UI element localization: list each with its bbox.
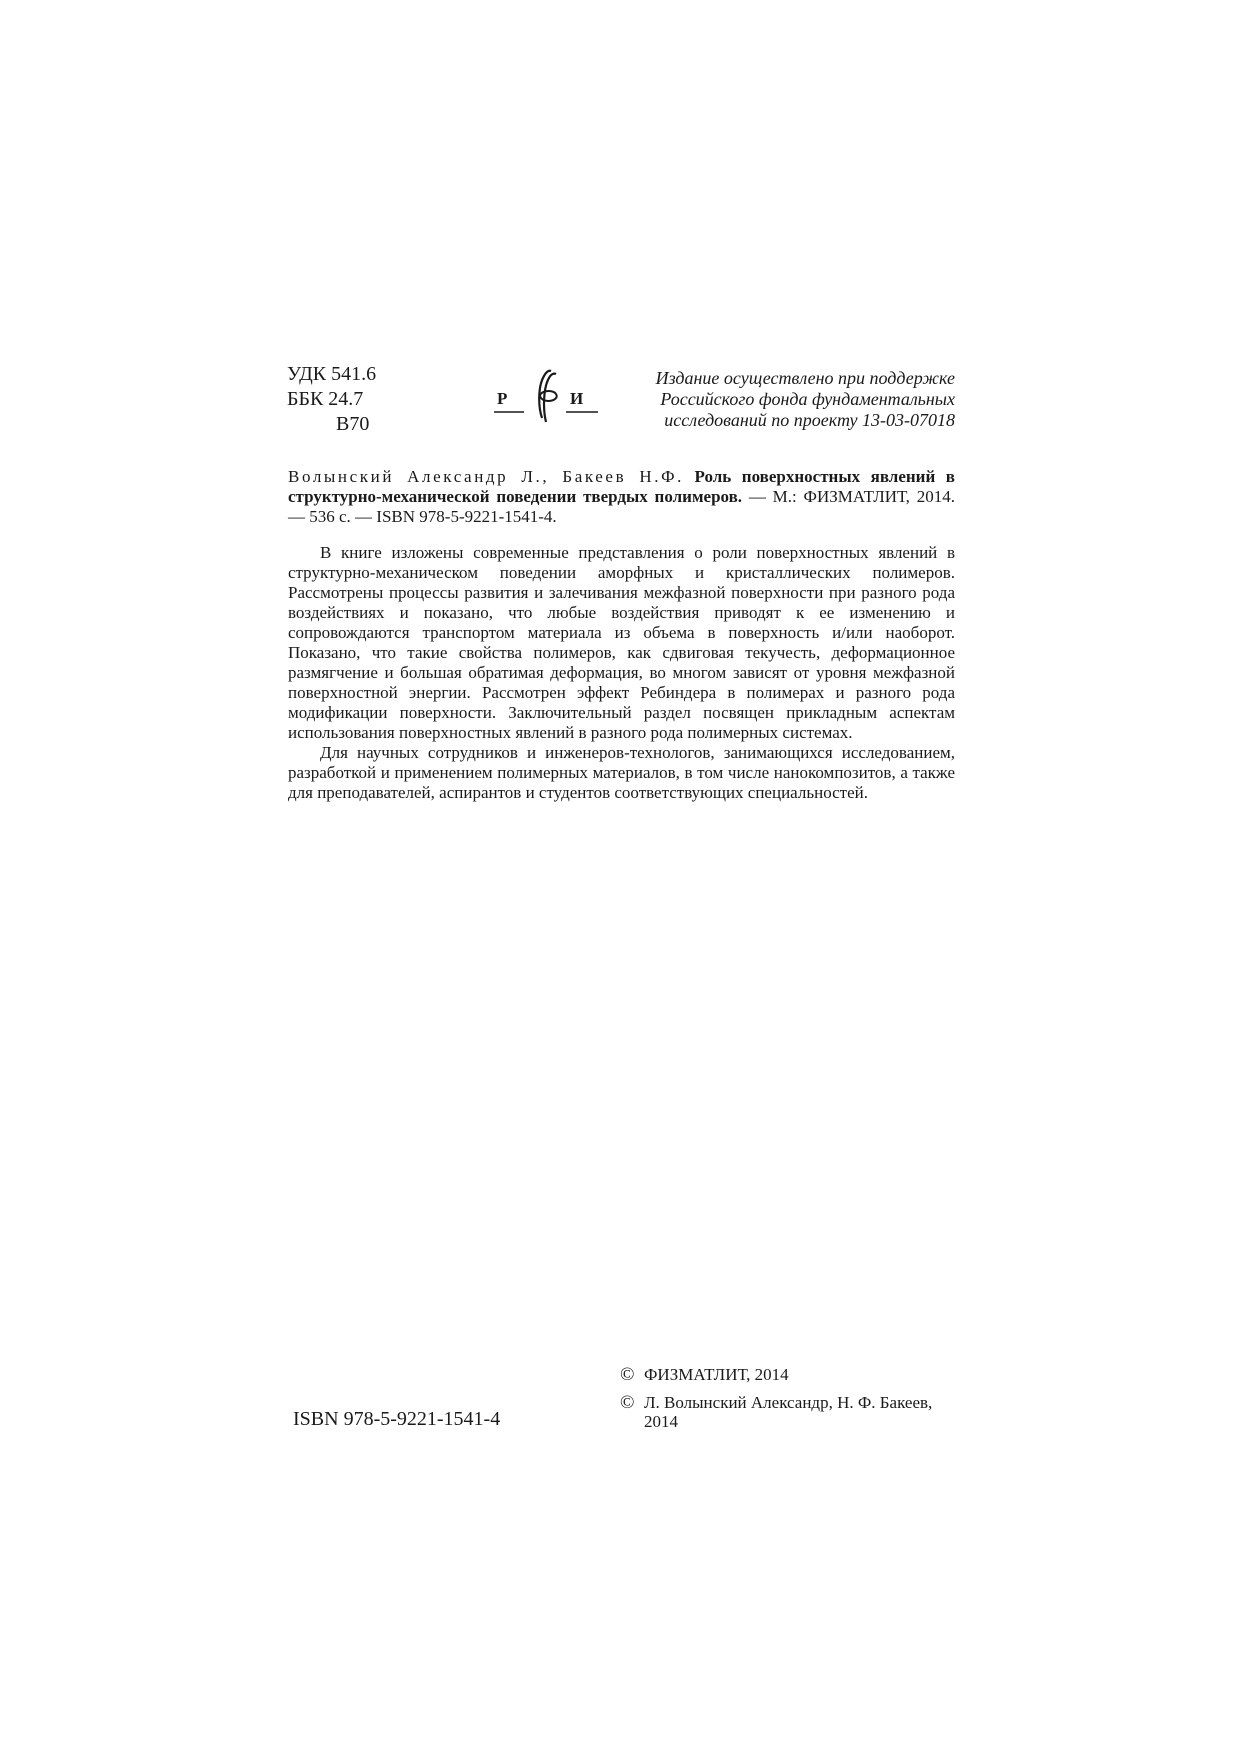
udk-code: УДК 541.6 [287,363,377,385]
copyright-icon: © [620,1364,635,1385]
logo-letter-i: И [570,389,584,408]
copyright-authors [620,1393,955,1431]
copyright-block [620,1365,955,1440]
logo-stem-2 [544,374,556,422]
funding-line: исследований по проекту 13-03-07018 [664,410,955,430]
copyright-icon: © [620,1392,635,1413]
abstract-paragraph: Для научных сотрудников и инженеров-технологов, занимающихся исследованием, разработкой и применением полимерных материалов, в том числе нанокомпозитов, а также для преподавателей, аспирантов и студентов соответствующих специальностей. [288,743,955,802]
isbn: ISBN 978-5-9221-1541-4 [293,1408,501,1430]
copyright-publisher-text: ФИЗМАТЛИТ, 2014 [644,1365,789,1384]
copyright-authors-text: Л. Волынский Александр, Н. Ф. Бакеев, 2014 [644,1393,933,1431]
bibliographic-reference [288,467,955,527]
reference-authors: Волынский Александр Л., Бакеев Н.Ф. [288,467,684,486]
rffi-logo [494,368,604,426]
logo-letter-r: Р [497,389,508,408]
copyright-publisher [620,1365,955,1384]
reference-imprint: — М.: ФИЗМАТЛИТ, 2014. — 536 с. — ISBN 978-5-9221-1541-4. [288,487,955,526]
funding-line: Издание осуществлено при поддержке [655,368,955,388]
author-mark: В70 [336,413,370,435]
bbk-code: ББК 24.7 [287,388,364,410]
abstract-paragraph: В книге изложены современные представления о роли поверхностных явлений в структурно-механическом поведении аморфных и кристаллических полимеров. Рассмотрены процессы развития и залечивания межфазной поверхности при разного рода воздействиях и показано, что любые воздействия приводят к ее изменению и сопровождаются транспортом материала из объема в поверхность и/или наоборот. Показано, что такие свойства полимеров, как сдвиговая текучесть, деформационное размягчение и большая обратимая деформация, во многом зависят от уровня межфазной поверхностной энергии. Рассмотрен эффект Ребиндера в полимерах и разного рода модификации поверхности. Заключительный раздел посвящен прикладным аспектам использования поверхностных явлений в разного рода полимерных системах. [288,543,955,742]
classification-codes [287,362,376,437]
abstract [288,543,955,803]
logo-loop [540,391,557,401]
funding-note [613,368,955,431]
reference-title: Роль поверхностных явлений в структурно-механической поведении твердых полимеров. [288,467,955,506]
funding-line: Российского фонда фундаментальных [660,389,955,409]
